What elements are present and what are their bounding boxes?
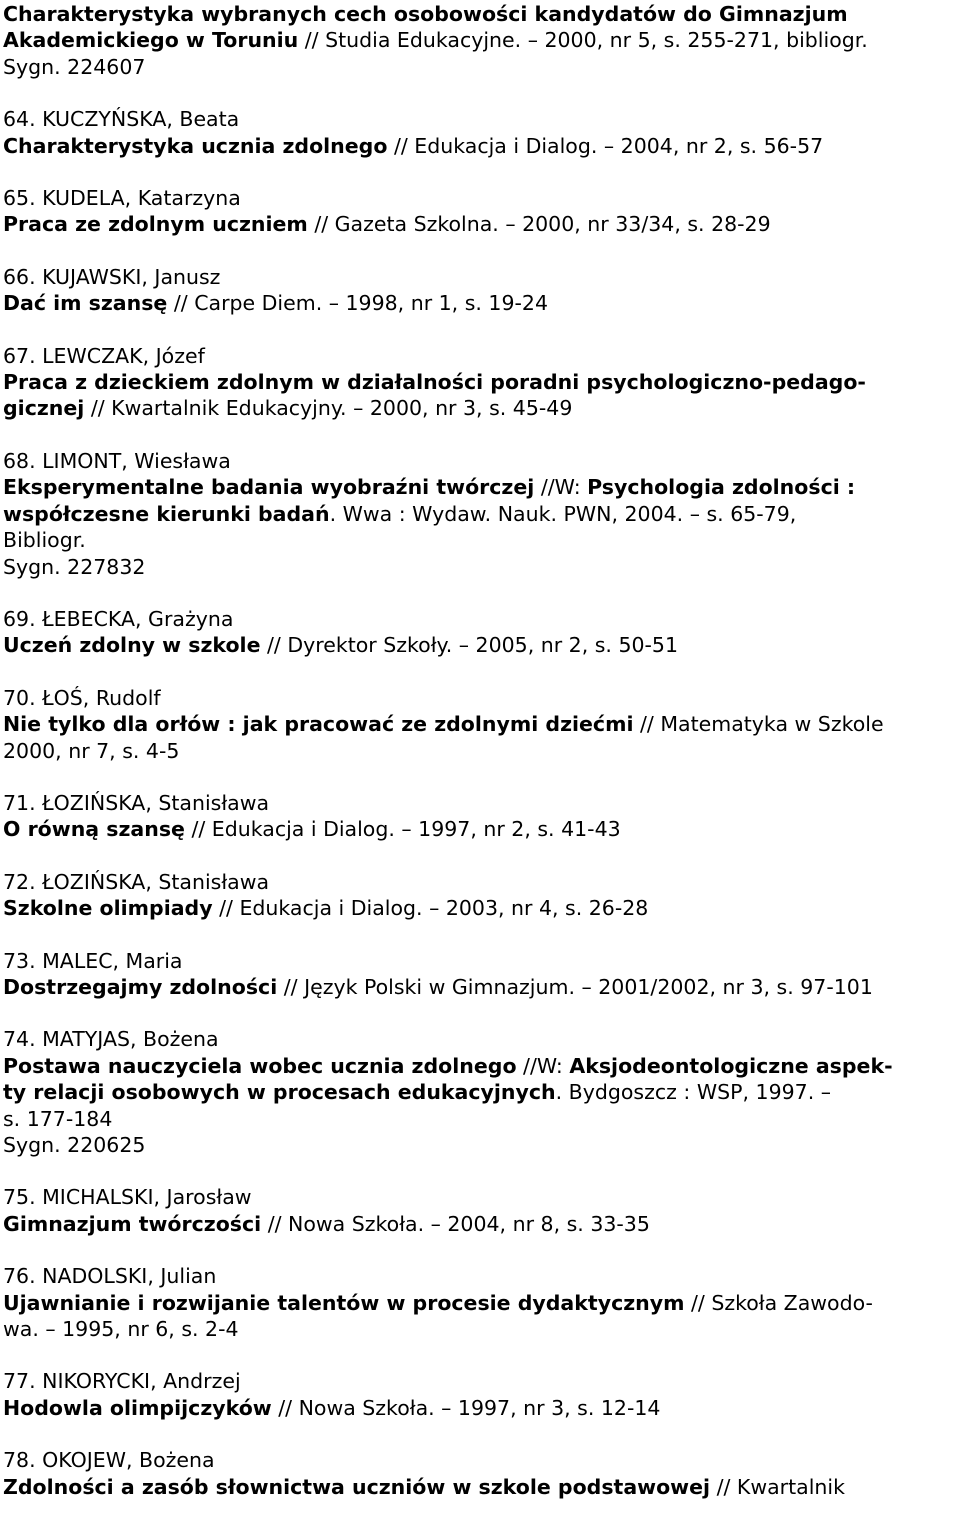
entry-title-text: Charakterystyka ucznia zdolnego bbox=[3, 133, 388, 158]
entry-text: // Nowa Szkoła. – 1997, nr 3, s. 12-14 bbox=[271, 1395, 661, 1420]
entry-text: //W: bbox=[516, 1053, 570, 1078]
entry-text: 72. ŁOZIŃSKA, Stanisława bbox=[3, 869, 270, 894]
entry-text: wa. – 1995, nr 6, s. 2-4 bbox=[3, 1317, 239, 1342]
entry-text: . Bydgoszcz : WSP, 1997. – bbox=[555, 1080, 831, 1105]
entry-title-text: Uczeń zdolny w szkole bbox=[3, 633, 261, 658]
entry-text: Sygn. 224607 bbox=[3, 54, 146, 79]
entry-title-text: Hodowla olimpijczyków bbox=[3, 1395, 272, 1420]
entry-line bbox=[3, 211, 958, 237]
entry-text: 76. NADOLSKI, Julian bbox=[3, 1264, 217, 1289]
bibliography-entry bbox=[3, 790, 958, 843]
entry-title-text: Gimnazjum twórczości bbox=[3, 1211, 262, 1236]
entry-line bbox=[3, 1395, 958, 1421]
entry-title-text: Szkolne olimpiady bbox=[3, 896, 213, 921]
entry-line bbox=[3, 632, 958, 658]
entry-line bbox=[3, 1474, 958, 1500]
entry-text: 64. KUCZYŃSKA, Beata bbox=[3, 107, 240, 132]
bibliography-entry bbox=[3, 1263, 958, 1342]
bibliography-entry bbox=[3, 343, 958, 422]
entry-line bbox=[3, 185, 958, 211]
entry-text: Sygn. 220625 bbox=[3, 1133, 146, 1157]
entry-text: Bibliogr. bbox=[3, 528, 86, 553]
entry-text: 74. MATYJAS, Bożena bbox=[3, 1027, 219, 1052]
bibliography-page bbox=[3, 1, 958, 1500]
entry-title-text: gicznej bbox=[3, 396, 85, 421]
entry-line bbox=[3, 133, 958, 159]
entry-title-text: Dostrzegajmy zdolności bbox=[3, 974, 278, 999]
entry-line bbox=[3, 1053, 958, 1079]
entry-text: // Dyrektor Szkoły. – 2005, nr 2, s. 50-51 bbox=[260, 633, 679, 658]
entry-text: // Studia Edukacyjne. – 2000, nr 5, s. 255-271, bibliogr. bbox=[298, 28, 868, 53]
entry-line bbox=[3, 790, 958, 816]
bibliography-entry bbox=[3, 106, 958, 159]
entry-title-text: Dać im szansę bbox=[3, 291, 168, 316]
entry-title-text: współczesne kierunki badań bbox=[3, 501, 330, 526]
bibliography-entry bbox=[3, 1184, 958, 1237]
entry-line bbox=[3, 474, 958, 500]
bibliography-entry bbox=[3, 264, 958, 317]
entry-title-text: Zdolności a zasób słownictwa uczniów w szkole podstawowej bbox=[3, 1474, 711, 1499]
entry-line bbox=[3, 1106, 958, 1132]
entry-line bbox=[3, 290, 958, 316]
entry-line bbox=[3, 738, 958, 764]
entry-line bbox=[3, 816, 958, 842]
entry-text: // Carpe Diem. – 1998, nr 1, s. 19-24 bbox=[167, 291, 548, 316]
entry-text: 68. LIMONT, Wiesława bbox=[3, 448, 231, 473]
entry-text: 78. OKOJEW, Bożena bbox=[3, 1448, 215, 1473]
entry-text: 2000, nr 7, s. 4-5 bbox=[3, 738, 180, 763]
entry-title-text: ty relacji osobowych w procesach edukacyjnych bbox=[3, 1080, 556, 1105]
entry-text: 70. ŁOŚ, Rudolf bbox=[3, 685, 161, 710]
entry-text: Sygn. 227832 bbox=[3, 554, 146, 579]
entry-text: // Kwartalnik bbox=[710, 1474, 845, 1499]
entry-line bbox=[3, 448, 958, 474]
entry-line bbox=[3, 1316, 958, 1342]
entry-title-text: Aksjodeontologiczne aspek- bbox=[569, 1053, 893, 1078]
entry-line bbox=[3, 1211, 958, 1237]
entry-line bbox=[3, 869, 958, 895]
entry-line bbox=[3, 974, 958, 1000]
entry-line bbox=[3, 1368, 958, 1394]
entry-line bbox=[3, 395, 958, 421]
bibliography-entry bbox=[3, 1368, 958, 1421]
entry-line bbox=[3, 948, 958, 974]
entry-title-text: Praca ze zdolnym uczniem bbox=[3, 212, 308, 237]
entry-line bbox=[3, 527, 958, 553]
entry-title-text: Ujawnianie i rozwijanie talentów w procesie dydaktycznym bbox=[3, 1290, 685, 1315]
bibliography-entry bbox=[3, 185, 958, 238]
bibliography-entry bbox=[3, 1447, 958, 1500]
entry-text: 71. ŁOZIŃSKA, Stanisława bbox=[3, 790, 270, 815]
entry-title-text: Psychologia zdolności : bbox=[587, 475, 856, 500]
entry-line bbox=[3, 1447, 958, 1473]
entry-text: // Edukacja i Dialog. – 2004, nr 2, s. 56-57 bbox=[387, 133, 824, 158]
entry-text: // Gazeta Szkolna. – 2000, nr 33/34, s. 28-29 bbox=[307, 212, 771, 237]
entry-text: s. 177-184 bbox=[3, 1106, 113, 1131]
entry-line bbox=[3, 1290, 958, 1316]
entry-title-text: Postawa nauczyciela wobec ucznia zdolnego bbox=[3, 1053, 517, 1078]
entry-text: 67. LEWCZAK, Józef bbox=[3, 343, 205, 368]
entry-line bbox=[3, 1079, 958, 1105]
entry-line bbox=[3, 685, 958, 711]
entry-text: 65. KUDELA, Katarzyna bbox=[3, 186, 241, 211]
bibliography-entry bbox=[3, 685, 958, 764]
entry-line bbox=[3, 1184, 958, 1210]
entry-title-text: Charakterystyka wybranych cech osobowości kandydatów do Gimnazjum bbox=[3, 2, 848, 26]
entry-line bbox=[3, 1026, 958, 1052]
entry-text: // Nowa Szkoła. – 2004, nr 8, s. 33-35 bbox=[261, 1211, 650, 1236]
bibliography-entry bbox=[3, 948, 958, 1001]
bibliography-entry bbox=[3, 448, 958, 580]
bibliography-entry bbox=[3, 1026, 958, 1158]
entry-line bbox=[3, 711, 958, 737]
entry-line bbox=[3, 264, 958, 290]
entry-line bbox=[3, 369, 958, 395]
bibliography-entry bbox=[3, 869, 958, 922]
entry-title-text: Praca z dzieckiem zdolnym w działalności poradni psychologiczno-pedago- bbox=[3, 370, 866, 395]
entry-text: // Matematyka w Szkole bbox=[633, 712, 884, 737]
entry-text: . Wwa : Wydaw. Nauk. PWN, 2004. – s. 65-79, bbox=[329, 501, 797, 526]
entry-text: // Kwartalnik Edukacyjny. – 2000, nr 3, s. 45-49 bbox=[84, 396, 573, 421]
entry-text: 66. KUJAWSKI, Janusz bbox=[3, 264, 221, 289]
bibliography-entry bbox=[3, 606, 958, 659]
entry-line bbox=[3, 27, 958, 53]
entry-line bbox=[3, 895, 958, 921]
entry-title-text: Akademickiego w Toruniu bbox=[3, 28, 299, 53]
entry-line bbox=[3, 1132, 958, 1158]
entry-text: // Szkoła Zawodo- bbox=[684, 1290, 873, 1315]
entry-line bbox=[3, 554, 958, 580]
entry-line bbox=[3, 106, 958, 132]
bibliography-entry bbox=[3, 1, 958, 80]
entry-line bbox=[3, 1263, 958, 1289]
entry-text: 75. MICHALSKI, Jarosław bbox=[3, 1185, 252, 1210]
entry-line bbox=[3, 1, 958, 27]
entry-title-text: Eksperymentalne badania wyobraźni twórczej bbox=[3, 475, 535, 500]
entry-text: //W: bbox=[534, 475, 588, 500]
entry-title-text: Nie tylko dla orłów : jak pracować ze zdolnymi dziećmi bbox=[3, 712, 634, 737]
entry-line bbox=[3, 343, 958, 369]
entry-text: // Edukacja i Dialog. – 1997, nr 2, s. 41-43 bbox=[184, 817, 621, 842]
entry-text: // Edukacja i Dialog. – 2003, nr 4, s. 26-28 bbox=[212, 896, 649, 921]
entry-title-text: O równą szansę bbox=[3, 817, 185, 842]
entry-text: 77. NIKORYCKI, Andrzej bbox=[3, 1369, 241, 1394]
entry-text: 73. MALEC, Maria bbox=[3, 948, 183, 973]
entry-line bbox=[3, 54, 958, 80]
entry-text: 69. ŁEBECKA, Grażyna bbox=[3, 606, 234, 631]
entry-line bbox=[3, 501, 958, 527]
entry-line bbox=[3, 606, 958, 632]
entry-text: // Język Polski w Gimnazjum. – 2001/2002, nr 3, s. 97-101 bbox=[277, 974, 873, 999]
